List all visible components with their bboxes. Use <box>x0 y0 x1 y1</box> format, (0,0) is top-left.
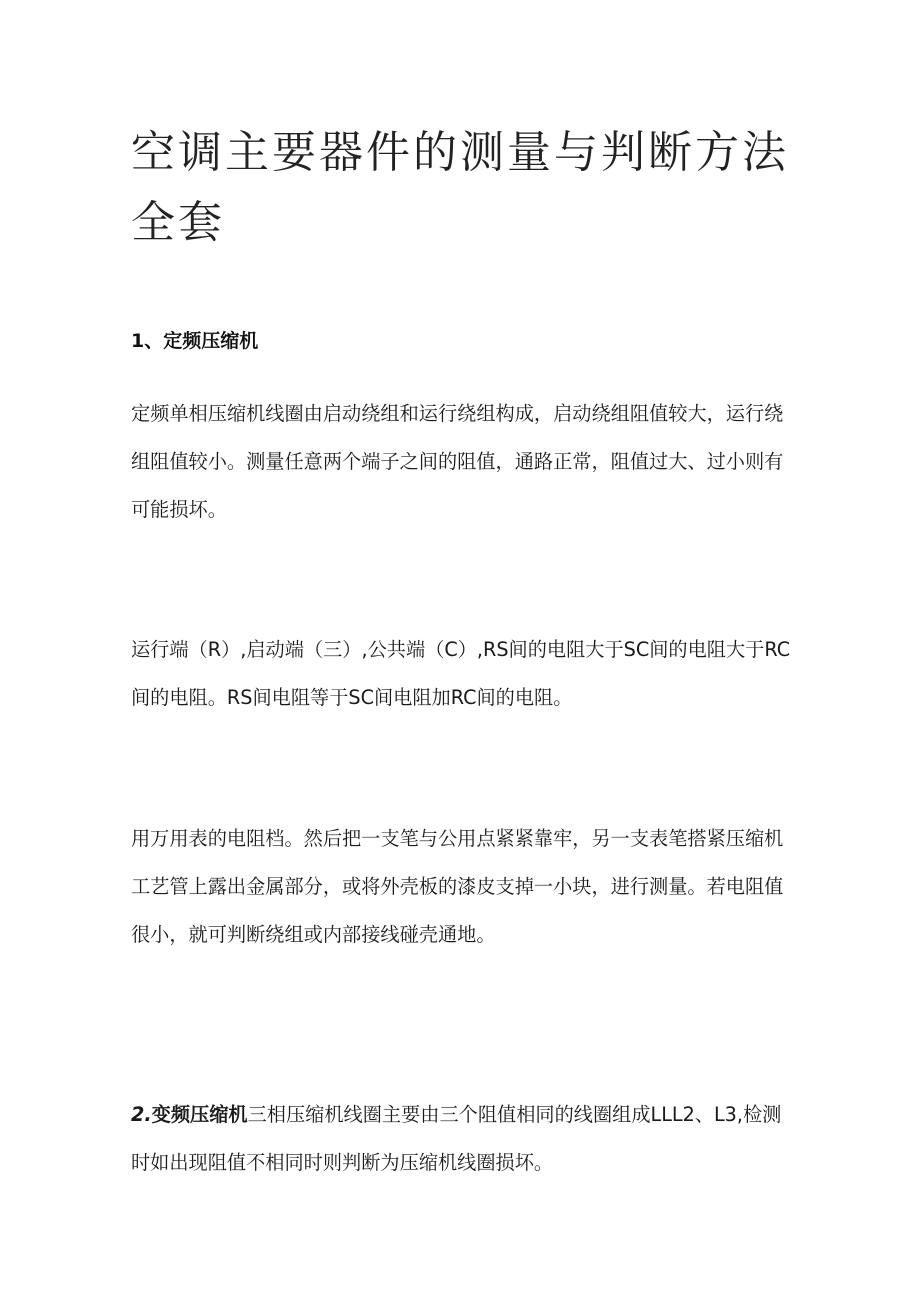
section-2-body: 三相压缩机线圈主要由三个阻值相同的线圈组成LLL2、L3,检测时如出现阻值不相同时则判断为压缩机线圈损坏。 <box>131 1103 782 1174</box>
section-1-paragraph-1: 定频单相压缩机线圈由启动绕组和运行绕组构成，启动绕组阻值较大，运行绕组阻值较小。测量任意两个端子之间的阻值，通路正常，阻值过大、过小则有可能损坏。 <box>131 402 784 521</box>
section-2-heading <box>131 1103 248 1126</box>
section-2-paragraph <box>131 1091 796 1187</box>
section-2-heading-text: 变频压缩机 <box>151 1103 248 1126</box>
section-2-heading-number: 2. <box>131 1103 152 1126</box>
section-1-paragraph-3: 用万用表的电阻档。然后把一支笔与公用点紧紧靠牢，另一支表笔搭紧压缩机工艺管上露出金属部分，或将外壳板的漆皮支掉一小块，进行测量。若电阻值很小，就可判断绕组或内部接线碰壳通地。 <box>131 827 784 946</box>
document-title: 空调主要器件的测量与判断方法全套 <box>131 127 789 248</box>
section-1-heading: 1、定频压缩机 <box>131 330 259 352</box>
section-1-paragraph-2: 运行端（R）,启动端（三）,公共端（C）,RS间的电阻大于SC间的电阻大于RC间的电阻。RS间电阻等于SC间电阻加RC间的电阻。 <box>131 638 791 709</box>
